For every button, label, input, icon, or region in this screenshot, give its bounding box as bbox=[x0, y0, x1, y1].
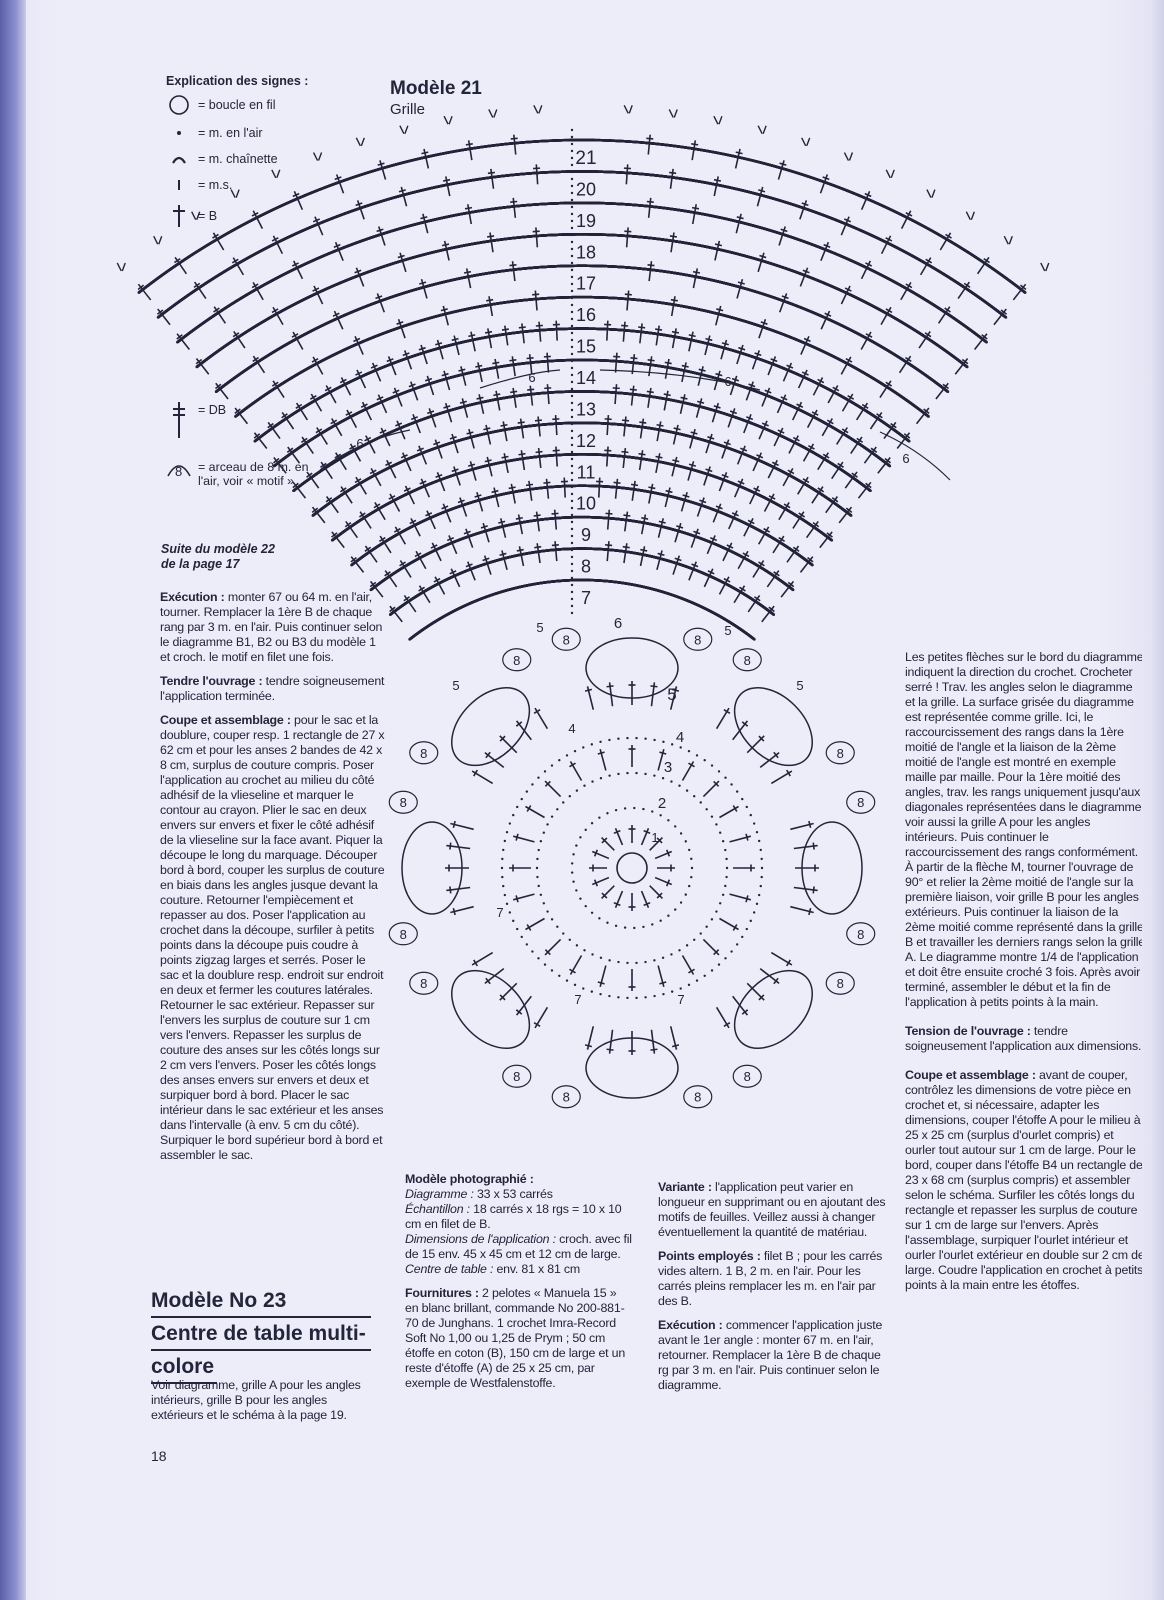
legend-label: = arceau de 8 m. en l'air, voir « motif » bbox=[198, 460, 316, 488]
arceau-icon: 8 bbox=[166, 460, 192, 480]
row-number-21: 21 bbox=[575, 148, 596, 169]
diagram-subtitle: Grille bbox=[390, 101, 425, 118]
legend-label: = m. en l'air bbox=[198, 126, 263, 140]
diagram-title: Modèle 21 bbox=[390, 78, 482, 100]
legend-label: = boucle en fil bbox=[198, 98, 275, 112]
legend-label: = m.s. bbox=[198, 178, 232, 192]
legend-label: = m. chaînette bbox=[198, 152, 278, 166]
legend-label: = B bbox=[198, 209, 217, 223]
legend-title: Explication des signes : bbox=[166, 74, 308, 88]
legend-label: = DB bbox=[198, 403, 226, 417]
